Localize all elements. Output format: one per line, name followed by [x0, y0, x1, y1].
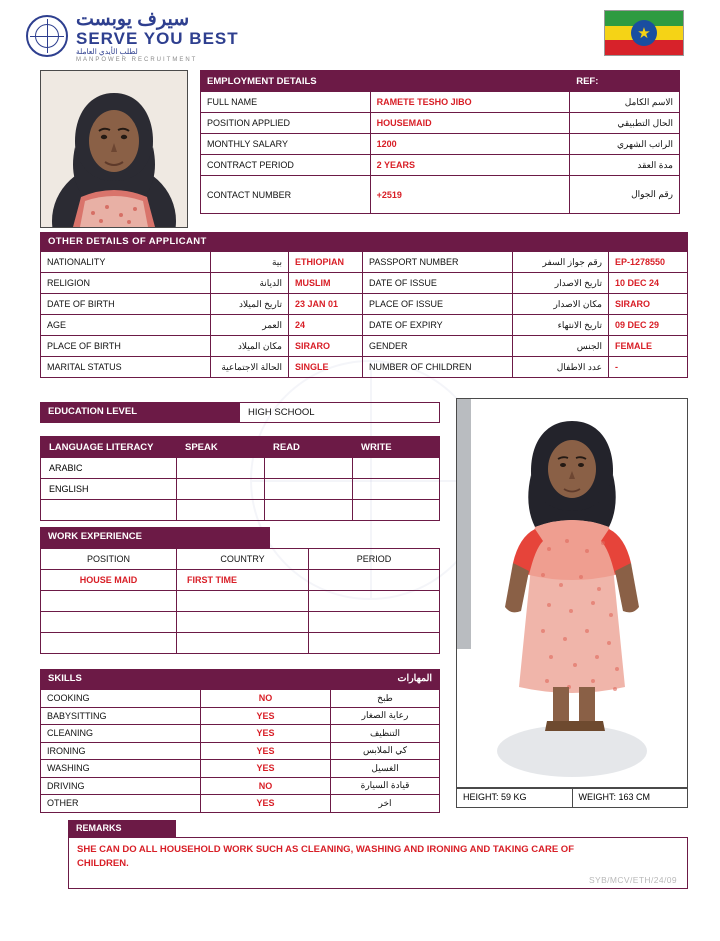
work-period [309, 612, 440, 633]
skill-name-cleaning: CLEANING [41, 725, 201, 743]
other-details-title-spacer [362, 232, 688, 251]
work-header-period: PERIOD [309, 549, 440, 570]
date-of-birth-arabic: تاريخ الميلاد [211, 294, 289, 315]
other-details-section [40, 232, 688, 378]
table-row [41, 500, 440, 521]
other-details-title: OTHER DETAILS OF APPLICANT [40, 232, 362, 251]
table-row [41, 777, 440, 795]
language-read [265, 479, 353, 500]
work-position [41, 633, 177, 654]
logo-tagline: MANPOWER RECRUITMENT [76, 56, 198, 63]
table-row [41, 273, 688, 294]
height-value: HEIGHT: 59 KG [456, 788, 573, 808]
work-experience-title: WORK EXPERIENCE [40, 527, 270, 548]
work-country [177, 633, 309, 654]
education-title: EDUCATION LEVEL [40, 402, 240, 423]
other-details-table [40, 251, 688, 378]
language-header-write: WRITE [353, 437, 440, 458]
children-value: - [609, 357, 688, 378]
applicant-full-body-photo [456, 398, 688, 788]
marital-status-value: SINGLE [289, 357, 363, 378]
age-value: 24 [289, 315, 363, 336]
logo-arabic-title: سيرف يوبست [76, 9, 190, 30]
position-value: HOUSEMAID [370, 113, 570, 134]
religion-arabic: الديانة [211, 273, 289, 294]
religion-label: RELIGION [41, 273, 211, 294]
work-position: HOUSE MAID [41, 570, 177, 591]
work-position [41, 591, 177, 612]
skill-name-driving: DRIVING [41, 777, 201, 795]
skill-arabic-washing: الغسيل [331, 760, 440, 778]
language-write [353, 458, 440, 479]
employment-table [200, 70, 680, 214]
age-arabic: العمر [211, 315, 289, 336]
table-row [201, 92, 680, 113]
skill-value-driving: NO [201, 777, 331, 795]
table-row [41, 742, 440, 760]
language-header-literacy: LANGUAGE LITERACY [41, 437, 177, 458]
skill-value-other: YES [201, 795, 331, 813]
passport-number-value: EP-1278550 [609, 252, 688, 273]
marital-status-label: MARITAL STATUS [41, 357, 211, 378]
language-table [40, 436, 440, 521]
language-write [353, 500, 440, 521]
date-of-birth-label: DATE OF BIRTH [41, 294, 211, 315]
language-speak [177, 500, 265, 521]
contact-value: +2519 [370, 176, 570, 214]
language-name: ENGLISH [41, 479, 177, 500]
children-arabic: عدد الاطفال [513, 357, 609, 378]
contract-label: CONTRACT PERIOD [201, 155, 371, 176]
remarks-section [68, 820, 688, 889]
salary-value: 1200 [370, 134, 570, 155]
place-of-birth-arabic: مكان الميلاد [211, 336, 289, 357]
age-label: AGE [41, 315, 211, 336]
language-write [353, 479, 440, 500]
date-of-issue-label: DATE OF ISSUE [363, 273, 513, 294]
work-country [177, 612, 309, 633]
measurements-row [456, 788, 688, 808]
work-experience-table [40, 548, 440, 654]
table-row [41, 707, 440, 725]
skill-name-babysitting: BABYSITTING [41, 707, 201, 725]
skill-value-ironing: YES [201, 742, 331, 760]
nationality-label: NATIONALITY [41, 252, 211, 273]
table-row [41, 725, 440, 743]
place-of-issue-label: PLACE OF ISSUE [363, 294, 513, 315]
contract-value: 2 YEARS [370, 155, 570, 176]
globe-icon [26, 15, 68, 57]
work-position [41, 612, 177, 633]
gender-value: FEMALE [609, 336, 688, 357]
applicant-passport-photo [40, 70, 188, 228]
work-country: FIRST TIME [177, 570, 309, 591]
language-header-read: READ [265, 437, 353, 458]
full-name-value: RAMETE TESHO JIBO [370, 92, 570, 113]
contact-label: CONTACT NUMBER [201, 176, 371, 214]
date-of-birth-value: 23 JAN 01 [289, 294, 363, 315]
language-header-speak: SPEAK [177, 437, 265, 458]
remarks-title: REMARKS [68, 820, 176, 837]
table-row [41, 357, 688, 378]
table-row [41, 570, 440, 591]
company-logo [26, 10, 239, 63]
place-of-birth-label: PLACE OF BIRTH [41, 336, 211, 357]
salary-label: MONTHLY SALARY [201, 134, 371, 155]
logo-arabic-subtitle: لطلب الأيدي العاملة [76, 46, 138, 56]
skills-table [40, 689, 440, 813]
table-row [41, 252, 688, 273]
skill-arabic-ironing: كي الملابس [331, 742, 440, 760]
skill-value-cleaning: YES [201, 725, 331, 743]
table-row [41, 591, 440, 612]
work-period [309, 591, 440, 612]
passport-number-arabic: رقم جواز السفر [513, 252, 609, 273]
work-experience-section [40, 527, 440, 654]
date-of-expiry-arabic: تاريخ الانتهاء [513, 315, 609, 336]
full-name-label: FULL NAME [201, 92, 371, 113]
education-section [40, 402, 440, 423]
weight-value: WEIGHT: 163 CM [573, 788, 689, 808]
work-header-country: COUNTRY [177, 549, 309, 570]
date-of-issue-arabic: تاريخ الاصدار [513, 273, 609, 294]
table-row [201, 176, 680, 214]
place-of-issue-arabic: مكان الاصدار [513, 294, 609, 315]
skill-arabic-babysitting: رعاية الصغار [331, 707, 440, 725]
contact-arabic: رقم الجوال [570, 176, 680, 214]
salary-arabic: الراتب الشهري [570, 134, 680, 155]
work-period [309, 570, 440, 591]
skill-arabic-driving: قيادة السيارة [331, 777, 440, 795]
skill-name-cooking: COOKING [41, 690, 201, 708]
employment-title: EMPLOYMENT DETAILS [201, 71, 570, 92]
gender-label: GENDER [363, 336, 513, 357]
work-header-position: POSITION [41, 549, 177, 570]
skill-value-babysitting: YES [201, 707, 331, 725]
contract-arabic: مدة العقد [570, 155, 680, 176]
position-arabic: الحال التطبيقي [570, 113, 680, 134]
skill-name-washing: WASHING [41, 760, 201, 778]
date-of-issue-value: 10 DEC 24 [609, 273, 688, 294]
table-row [41, 479, 440, 500]
marital-status-arabic: الحالة الاجتماعية [211, 357, 289, 378]
employment-ref-label: REF: [570, 71, 680, 92]
table-row [41, 795, 440, 813]
logo-english-title: SERVE YOU BEST [76, 28, 239, 48]
table-row [41, 336, 688, 357]
table-row [201, 134, 680, 155]
remarks-text: SHE CAN DO ALL HOUSEHOLD WORK SUCH AS CLEANING, WASHING AND IRONING AND TAKING CARE OF CHILDREN. [77, 844, 574, 870]
position-label: POSITION APPLIED [201, 113, 371, 134]
document-header [0, 0, 720, 72]
table-row [41, 760, 440, 778]
language-literacy-section [40, 436, 440, 521]
skill-name-ironing: IRONING [41, 742, 201, 760]
skill-value-washing: YES [201, 760, 331, 778]
children-label: NUMBER OF CHILDREN [363, 357, 513, 378]
language-name [41, 500, 177, 521]
skills-title-arabic: المهارات [397, 673, 432, 684]
skill-arabic-other: اخر [331, 795, 440, 813]
ethiopia-flag-icon: ★ [604, 10, 684, 56]
religion-value: MUSLIM [289, 273, 363, 294]
document-reference-code: SYB/MCV/ETH/24/09 [588, 875, 677, 885]
work-period [309, 633, 440, 654]
gender-arabic: الجنس [513, 336, 609, 357]
nationality-arabic: بية [211, 252, 289, 273]
skill-arabic-cleaning: التنظيف [331, 725, 440, 743]
table-row [41, 315, 688, 336]
language-speak [177, 479, 265, 500]
table-row [41, 633, 440, 654]
work-country [177, 591, 309, 612]
skills-title: SKILLS [48, 673, 82, 684]
skill-name-other: OTHER [41, 795, 201, 813]
table-row [201, 113, 680, 134]
passport-number-label: PASSPORT NUMBER [363, 252, 513, 273]
full-name-arabic: الاسم الكامل [570, 92, 680, 113]
language-name: ARABIC [41, 458, 177, 479]
table-row [201, 155, 680, 176]
table-row [41, 612, 440, 633]
language-read [265, 458, 353, 479]
date-of-expiry-value: 09 DEC 29 [609, 315, 688, 336]
language-read [265, 500, 353, 521]
table-row [41, 690, 440, 708]
place-of-issue-value: SIRARO [609, 294, 688, 315]
language-speak [177, 458, 265, 479]
place-of-birth-value: SIRARO [289, 336, 363, 357]
skills-section [40, 669, 440, 813]
skill-arabic-cooking: طبخ [331, 690, 440, 708]
date-of-expiry-label: DATE OF EXPIRY [363, 315, 513, 336]
nationality-value: ETHIOPIAN [289, 252, 363, 273]
skill-value-cooking: NO [201, 690, 331, 708]
table-row [41, 458, 440, 479]
education-value: HIGH SCHOOL [240, 402, 440, 423]
table-row [41, 294, 688, 315]
